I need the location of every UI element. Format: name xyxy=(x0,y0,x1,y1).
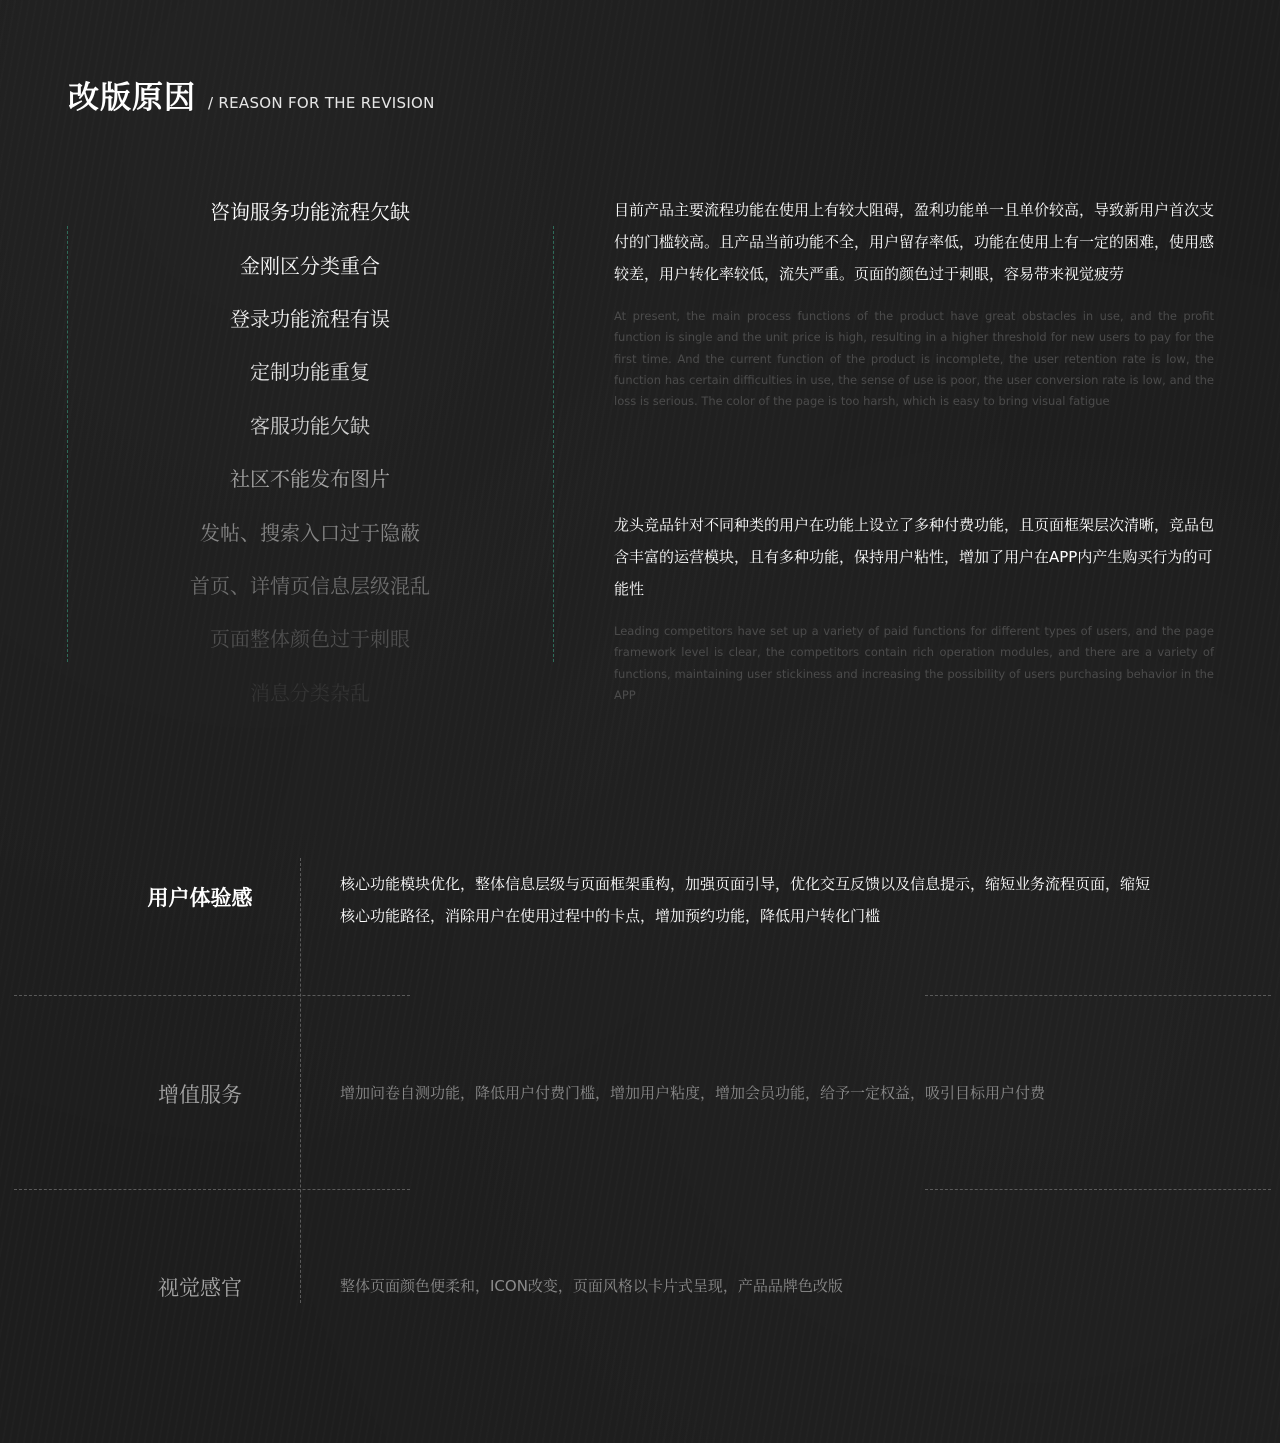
reason-text-en: At present, the main process functions of the product have great obstacles in use, and the profit function is single and the unit price is high, resulting in a higher threshold for new users to pay for the first time. And the current function of the product is incomplete, the user retention rate is low, the function has certain difficulties in use, the sense of use is poor, the user conversion rate is low, and the loss is serious. The color of the page is too harsh, which is easy to bring visual fatigue xyxy=(614,309,1214,409)
issue-list xyxy=(70,184,550,718)
issue-item: 消息分类杂乱 xyxy=(250,680,370,705)
solution-desc: 核心功能模块优化，整体信息层级与页面框架重构，加强页面引导，优化交互反馈以及信息提示，缩短业务流程页面，缩短核心功能路径，消除用户在使用过程中的卡点，增加预约功能，降低用户转化门槛 xyxy=(340,875,1151,925)
reason-text-cn: 龙头竞品针对不同种类的用户在功能上设立了多种付费功能，且页面框架层次清晰，竞品包含丰富的运营模块，且有多种功能，保持用户粘性，增加了用户在APP内产生购买行为的可能性 xyxy=(614,516,1215,598)
issue-item: 定制功能重复 xyxy=(250,360,370,385)
row-divider xyxy=(14,995,410,996)
page-title: 改版原因 xyxy=(68,80,196,116)
reason-text-cn: 目前产品主要流程功能在使用上有较大阻碍，盈利功能单一且单价较高，导致新用户首次支付的门槛较高。且产品当前功能不全，用户留存率低，功能在使用上有一定的困难，使用感较差，用户转化率较低，流失严重。页面的颜色过于刺眼，容易带来视觉疲劳 xyxy=(614,201,1215,283)
reason-text-en: Leading competitors have set up a variety of paid functions for different types of users, and the page framework level is clear, the competitors contain rich operation modules, and there are a variety of functions, maintaining user stickiness and increasing the possibility of users purchasing behavior in the APP xyxy=(614,624,1214,702)
reason-paragraph xyxy=(614,194,1214,412)
solution-label: 用户体验感 xyxy=(147,886,253,910)
issue-item: 页面整体颜色过于刺眼 xyxy=(210,627,410,652)
issue-item: 发帖、搜索入口过于隐蔽 xyxy=(200,520,420,545)
row-divider xyxy=(14,1189,410,1190)
issue-item: 金刚区分类重合 xyxy=(240,253,380,278)
issues-left-divider xyxy=(67,226,68,662)
solution-desc: 整体页面颜色便柔和，ICON改变，页面风格以卡片式呈现，产品品牌色改版 xyxy=(340,1277,843,1295)
section-header xyxy=(68,72,435,117)
solution-label: 增值服务 xyxy=(158,1083,242,1107)
row-divider xyxy=(925,1189,1271,1190)
row-divider xyxy=(925,995,1271,996)
issue-item: 社区不能发布图片 xyxy=(230,467,390,492)
solution-desc: 增加问卷自测功能，降低用户付费门槛，增加用户粘度，增加会员功能，给予一定权益，吸引目标用户付费 xyxy=(340,1084,1046,1102)
issue-item: 首页、详情页信息层级混乱 xyxy=(190,573,430,598)
issues-right-divider xyxy=(553,226,554,662)
page-subtitle: / REASON FOR THE REVISION xyxy=(208,94,435,112)
issue-item: 客服功能欠缺 xyxy=(250,413,370,438)
issue-item: 登录功能流程有误 xyxy=(230,306,390,331)
solution-label: 视觉感官 xyxy=(158,1276,242,1300)
solutions-vertical-divider xyxy=(300,858,301,1303)
issue-item: 咨询服务功能流程欠缺 xyxy=(210,200,410,225)
reason-paragraph xyxy=(614,509,1214,706)
